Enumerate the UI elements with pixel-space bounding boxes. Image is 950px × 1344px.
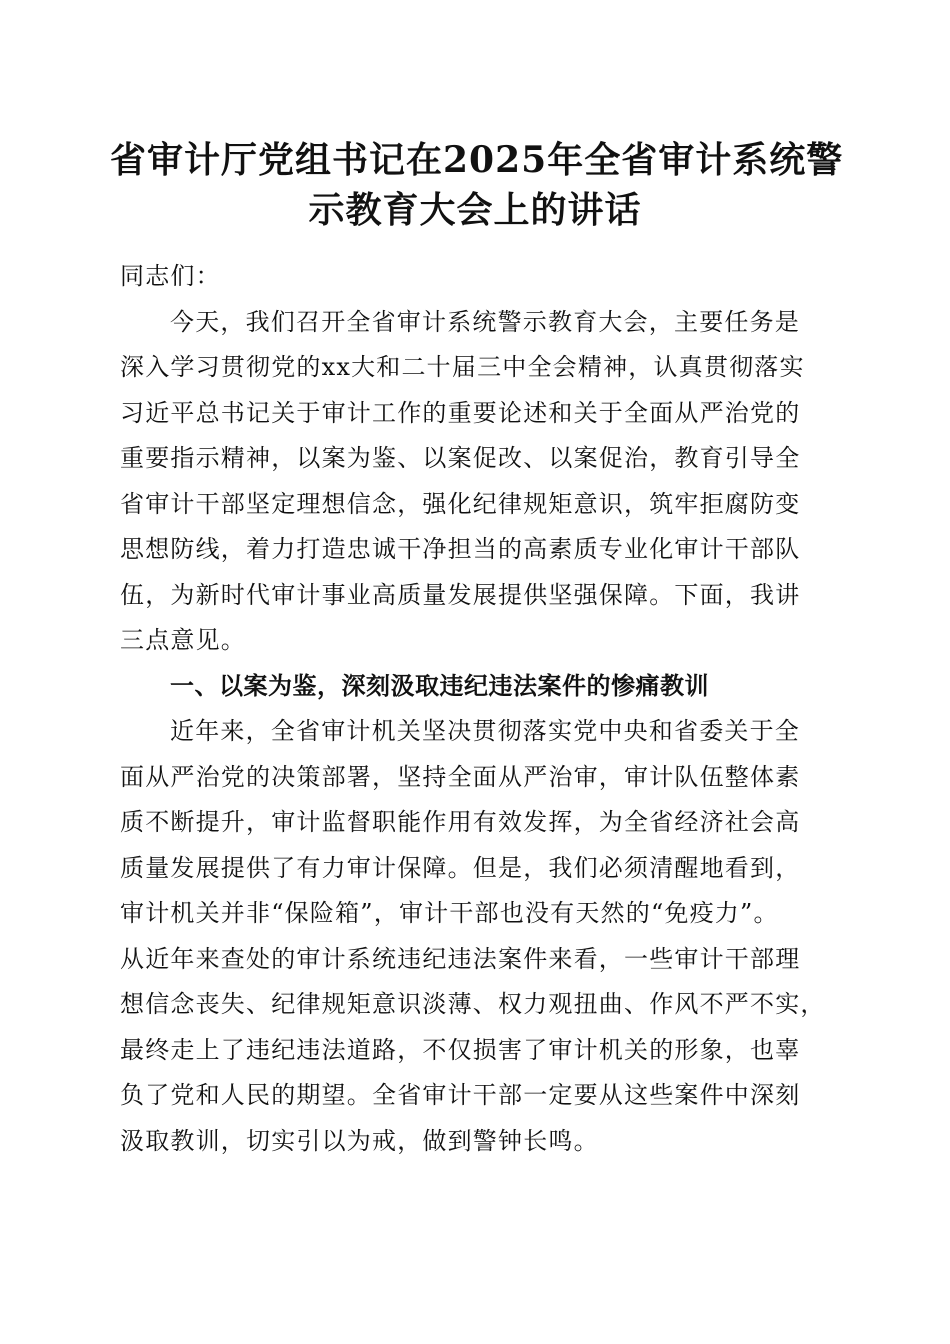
section-heading-1: 一、以案为鉴，深刻汲取违纪违法案件的惨痛教训	[170, 671, 709, 700]
paragraph-line: 省审计干部坚定理想信念，强化纪律规矩意识，筑牢拒腐防变	[120, 489, 801, 518]
paragraph-line: 近年来，全省审计机关坚决贯彻落实党中央和省委关于全	[170, 717, 800, 745]
title-line-1: 省审计厅党组书记在2025年全省审计系统警	[110, 139, 844, 181]
paragraph-line: 伍，为新时代审计事业高质量发展提供坚强保障。下面，我讲	[120, 580, 801, 609]
paragraph-line: 想信念丧失、纪律规矩意识淡薄、权力观扭曲、作风不严不实，	[120, 990, 826, 1018]
paragraph-line: 深入学习贯彻党的xx大和二十届三中全会精神，认真贯彻落实	[120, 353, 805, 381]
title-line-2: 示教育大会上的讲话	[308, 189, 642, 231]
paragraph-line: 重要指示精神，以案为鉴、以案促改、以案促治，教育引导全	[120, 444, 801, 472]
paragraph-line: 汲取教训，切实引以为戒，做到警钟长鸣。	[120, 1126, 599, 1155]
paragraph-line: 今天，我们召开全省审计系统警示教育大会，主要任务是	[170, 307, 800, 336]
paragraph-line: 审计机关并非“保险箱”，审计干部也没有天然的“免疫力”。	[120, 899, 779, 927]
salutation: 同志们：	[120, 262, 221, 290]
paragraph-line: 思想防线，着力打造忠诚干净担当的高素质专业化审计干部队	[120, 535, 801, 563]
document-body	[120, 254, 832, 1164]
paragraph-line: 三点意见。	[120, 626, 246, 654]
paragraph-line: 质不断提升，审计监督职能作用有效发挥，为全省经济社会高	[120, 808, 801, 836]
paragraph-line: 质量发展提供了有力审计保障。但是，我们必须清醒地看到，	[120, 853, 801, 882]
paragraph-line: 负了党和人民的期望。全省审计干部一定要从这些案件中深刻	[120, 1081, 801, 1109]
paragraph-line: 面从严治党的决策部署，坚持全面从严治审，审计队伍整体素	[120, 762, 801, 791]
paragraph-lessons	[120, 709, 832, 1164]
paragraph-line: 从近年来查处的审计系统违纪违法案件来看，一些审计干部理	[120, 944, 801, 973]
paragraph-intro	[120, 300, 832, 664]
paragraph-line: 习近平总书记关于审计工作的重要论述和关于全面从严治党的	[120, 398, 801, 427]
document-title	[110, 135, 844, 235]
paragraph-line: 最终走上了违纪违法道路，不仅损害了审计机关的形象，也辜	[120, 1035, 801, 1064]
